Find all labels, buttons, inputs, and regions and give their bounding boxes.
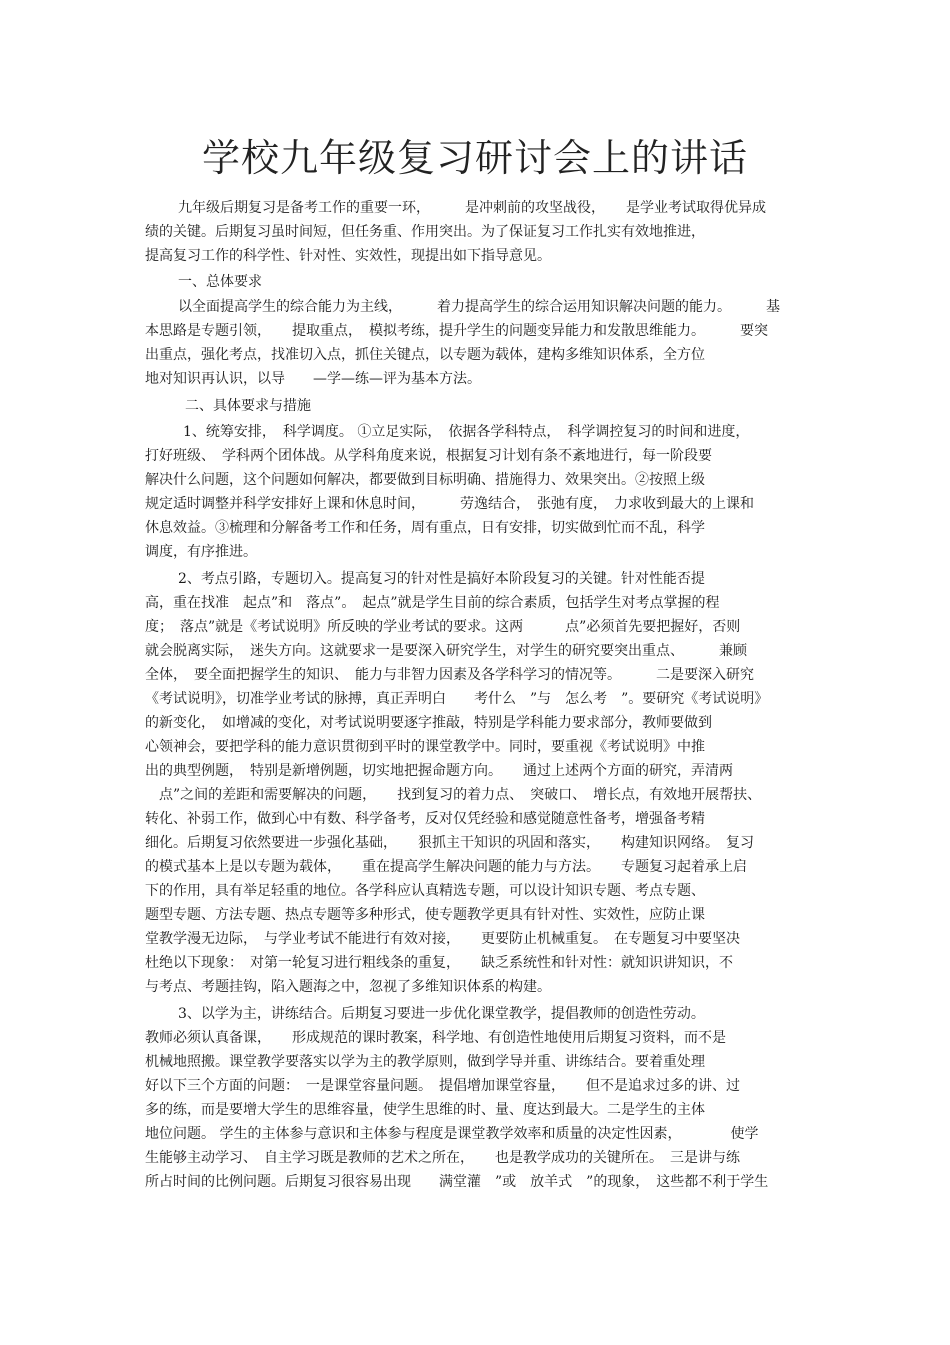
text-line: 2、考点引路，专题切入。提高复习的针对性是搞好本阶段复习的关键。针对性能否提 — [178, 571, 705, 587]
text-line: 的新变化， 如增减的变化，对考试说明要逐字推敲，特别是学科能力要求部分，教师要做到 — [145, 715, 712, 731]
text-line: 地位问题。 学生的主体参与意识和主体参与程度是课堂教学效率和质量的决定性因素， 使学 — [145, 1126, 759, 1142]
text-line: 杜绝以下现象： 对第一轮复习进行粗线条的重复， 缺乏系统性和针对性：就知识讲知识，不 — [145, 955, 733, 971]
text-line: 本思路是专题引领， 提取重点， 模拟考练，提升学生的问题变异能力和发散思维能力。 要突 — [145, 323, 768, 339]
text-line: 堂教学漫无边际， 与学业考试不能进行有效对接， 更要防止机械重复。 在专题复习中要坚决 — [145, 931, 740, 947]
text-line: 出的典型例题， 特别是新增例题，切实地把握命题方向。 通过上述两个方面的研究，弄清两 — [145, 763, 733, 779]
text-line: 提高复习工作的科学性、针对性、实效性，现提出如下指导意见。 — [145, 248, 551, 264]
text-line: 下的作用，具有举足轻重的地位。各学科应认真精选专题，可以设计知识专题、考点专题、 — [145, 883, 705, 899]
text-line: 绩的关键。后期复习虽时间短，但任务重、作用突出。为了保证复习工作扎实有效地推进， — [145, 224, 705, 240]
text-line: 调度，有序推进。 — [145, 544, 257, 560]
text-line: 点”之间的差距和需要解决的问题， 找到复习的着力点、 突破口、 增长点，有效地开展帮扶、 — [145, 787, 762, 803]
text-line: 全体， 要全面把握学生的知识、 能力与非智力因素及各学科学习的情况等。 二是要深入研究 — [145, 667, 754, 683]
text-line: 打好班级、 学科两个团体战。从学科角度来说，根据复习计划有条不紊地进行，每一阶段要 — [145, 448, 712, 464]
text-line: 所占时间的比例问题。后期复习很容易出现 满堂灌 ”或 放羊式 ”的现象， 这些都不利于学生 — [145, 1174, 769, 1190]
text-line: 细化。后期复习依然要进一步强化基础， 狠抓主干知识的巩固和落实， 构建知识网络。 复习 — [145, 835, 754, 851]
text-line: 生能够主动学习、 自主学习既是教师的艺术之所在， 也是教学成功的关键所在。 三是讲与练 — [145, 1150, 740, 1166]
text-line: 以全面提高学生的综合能力为主线， 着力提高学生的综合运用知识解决问题的能力。 基 — [178, 299, 780, 315]
text-line: 就会脱离实际， 迷失方向。这就要求一是要深入研究学生，对学生的研究要突出重点、 兼顾 — [145, 643, 747, 659]
text-line: 一、总体要求 — [178, 274, 262, 290]
text-line: 出重点，强化考点，找准切入点，抓住关键点，以专题为载体，建构多维知识体系，全方位 — [145, 347, 705, 363]
text-line: 的模式基本上是以专题为载体， 重在提高学生解决问题的能力与方法。 专题复习起着承上启 — [145, 859, 747, 875]
text-line: 解决什么问题，这个问题如何解决，都要做到目标明确、措施得力、效果突出。②按照上级 — [145, 472, 705, 488]
text-line: 高，重在找准 起点”和 落点”。 起点”就是学生目前的综合素质，包括学生对考点掌握的程 — [145, 595, 720, 611]
text-line: 转化、补弱工作，做到心中有数、科学备考，反对仅凭经验和感觉随意性备考，增强备考精 — [145, 811, 705, 827]
text-line: 多的练，而是要增大学生的思维容量，使学生思维的时、量、度达到最大。二是学生的主体 — [145, 1102, 705, 1118]
text-line: 心领神会，要把学科的能力意识贯彻到平时的课堂教学中。同时，要重视《考试说明》中推 — [145, 739, 705, 755]
text-line: 好以下三个方面的问题： 一是课堂容量问题。 提倡增加课堂容量， 但不是追求过多的讲、过 — [145, 1078, 740, 1094]
text-line: 规定适时调整并科学安排好上课和休息时间， 劳逸结合， 张弛有度， 力求收到最大的上课和 — [145, 496, 754, 512]
text-line: 二、具体要求与措施 — [185, 398, 311, 414]
text-line: 休息效益。③梳理和分解备考工作和任务，周有重点，日有安排，切实做到忙而不乱，科学 — [145, 520, 705, 536]
text-line: 教师必须认真备课， 形成规范的课时教案，科学地、有创造性地使用后期复习资料，而不是 — [145, 1030, 726, 1046]
text-line: 度； 落点”就是《考试说明》所反映的学业考试的要求。这两 点”必须首先要把握好，否则 — [145, 619, 741, 635]
text-line: 地对知识再认识，以导 —学—练—评为基本方法。 — [145, 371, 481, 387]
text-line: 3、以学为主，讲练结合。后期复习要进一步优化课堂教学，提倡教师的创造性劳动。 — [178, 1006, 705, 1022]
page-title: 学校九年级复习研讨会上的讲话 — [201, 136, 748, 180]
text-line: 题型专题、方法专题、热点专题等多种形式，使专题教学更具有针对性、实效性，应防止课 — [145, 907, 705, 923]
text-line: 《考试说明》，切准学业考试的脉搏，真正弄明白 考什么 ”与 怎么考 ”。要研究《考试说明》 — [145, 691, 769, 707]
text-line: 与考点、考题挂钩，陷入题海之中，忽视了多维知识体系的构建。 — [145, 979, 551, 995]
text-line: 1、统筹安排， 科学调度。 ①立足实际， 依据各学科特点， 科学调控复习的时间和进度， — [183, 424, 750, 440]
text-line: 九年级后期复习是备考工作的重要一环， 是冲刺前的攻坚战役， 是学业考试取得优异成 — [178, 200, 766, 216]
text-line: 机械地照搬。课堂教学要落实以学为主的教学原则，做到学导并重、讲练结合。要着重处理 — [145, 1054, 705, 1070]
